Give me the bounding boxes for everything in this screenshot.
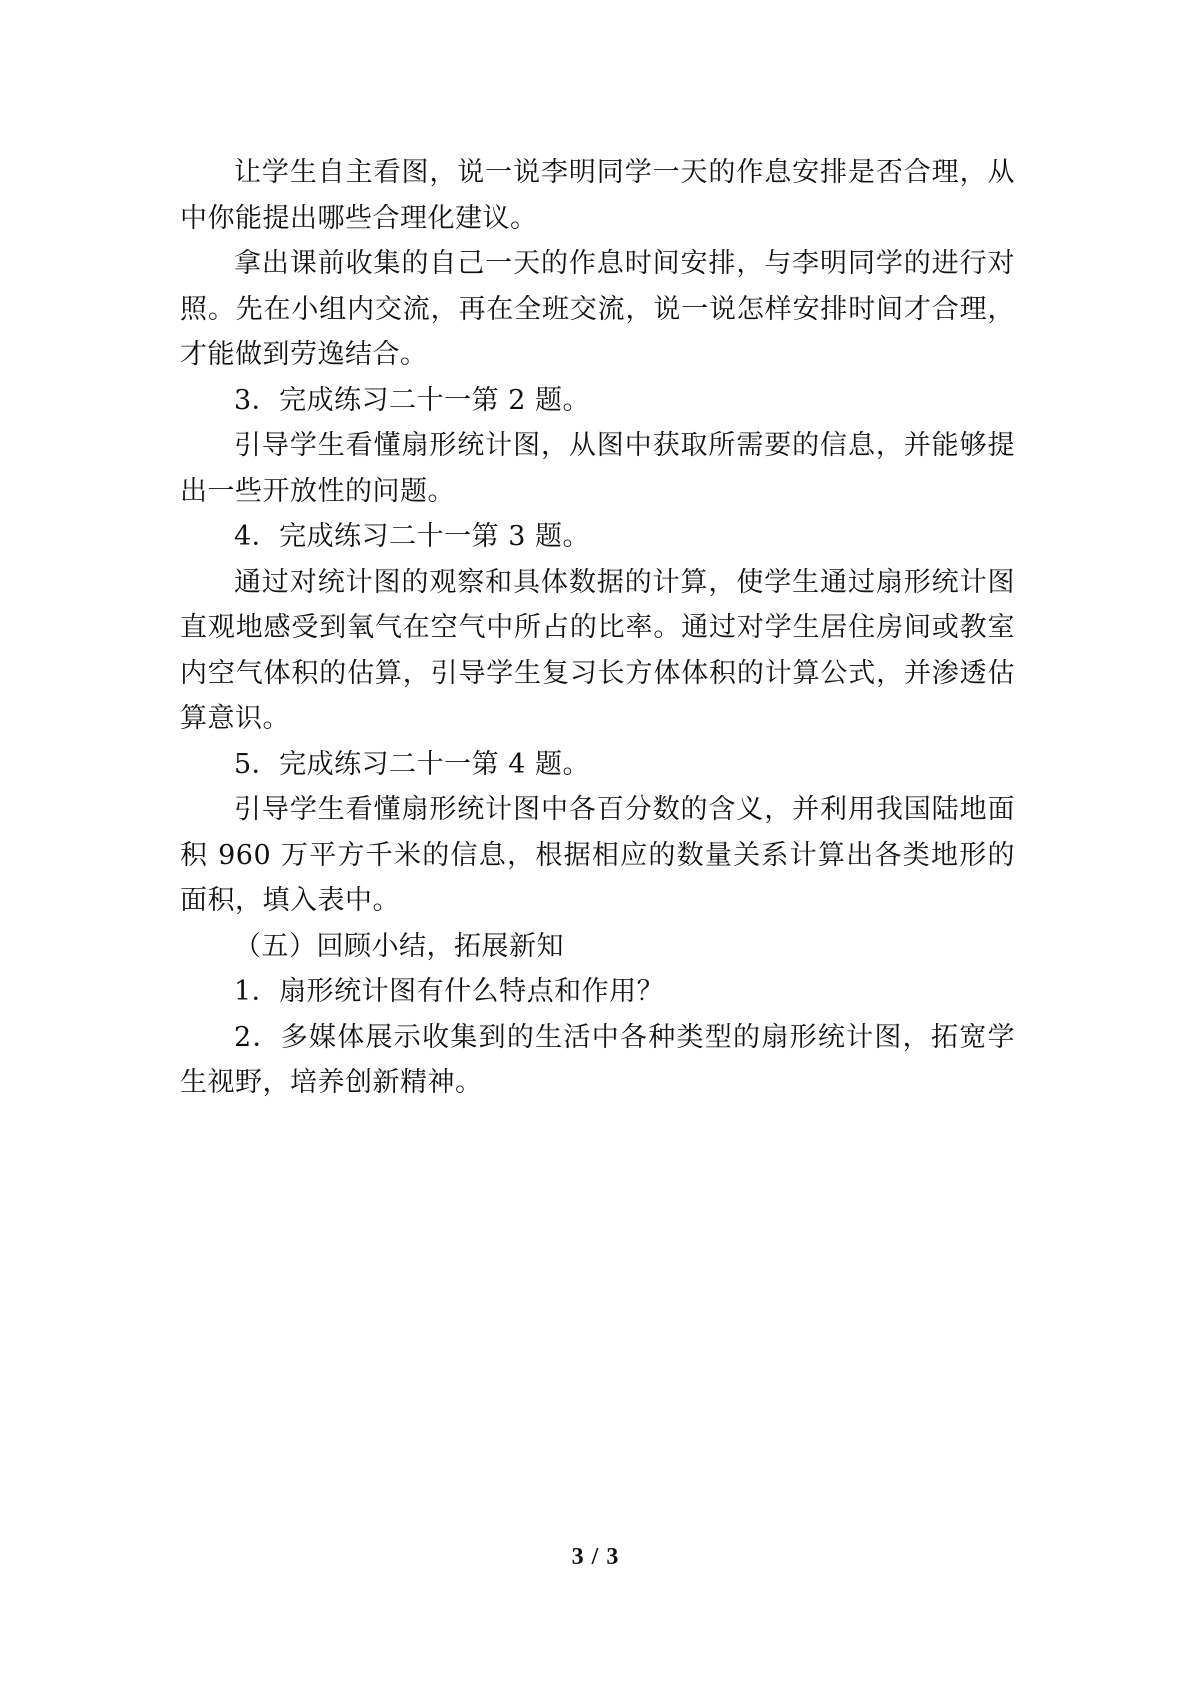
paragraph-4: 引导学生看懂扇形统计图，从图中获取所需要的信息，并能够提出一些开放性的问题。	[180, 430, 1015, 507]
paragraph-10: 1．扇形统计图有什么特点和作用？	[234, 976, 665, 1007]
paragraph-2: 拿出课前收集的自己一天的作息时间安排，与李明同学的进行对照。先在小组内交流，再在全班交流，说一说怎样安排时间才合理，才能做到劳逸结合。	[180, 248, 1015, 370]
paragraph-8: 引导学生看懂扇形统计图中各百分数的含义，并利用我国陆地面积 960 万平方千米的信息，根据相应的数量关系计算出各类地形的面积，填入表中。	[180, 794, 1015, 916]
section-heading: （五）回顾小结，拓展新知	[234, 930, 564, 962]
paragraph-3: 3．完成练习二十一第 2 题。	[234, 384, 591, 416]
paragraph-11: 2．多媒体展示收集到的生活中各种类型的扇形统计图，拓宽学生视野，培养创新精神。	[180, 1021, 1015, 1098]
paragraph-1: 让学生自主看图，说一说李明同学一天的作息安排是否合理，从中你能提出哪些合理化建议。	[180, 157, 1015, 234]
document-body	[180, 150, 1015, 1106]
paragraph-6: 通过对统计图的观察和具体数据的计算，使学生通过扇形统计图直观地感受到氧气在空气中所占的比率。通过对学生居住房间或教室内空气体积的估算，引导学生复习长方体体积的计算公式，并渗透估算意识。	[180, 566, 1015, 734]
paragraph-5: 4．完成练习二十一第 3 题。	[234, 521, 591, 552]
paragraph-7: 5．完成练习二十一第 4 题。	[234, 748, 591, 780]
page-number: 3 / 3	[571, 1544, 620, 1570]
